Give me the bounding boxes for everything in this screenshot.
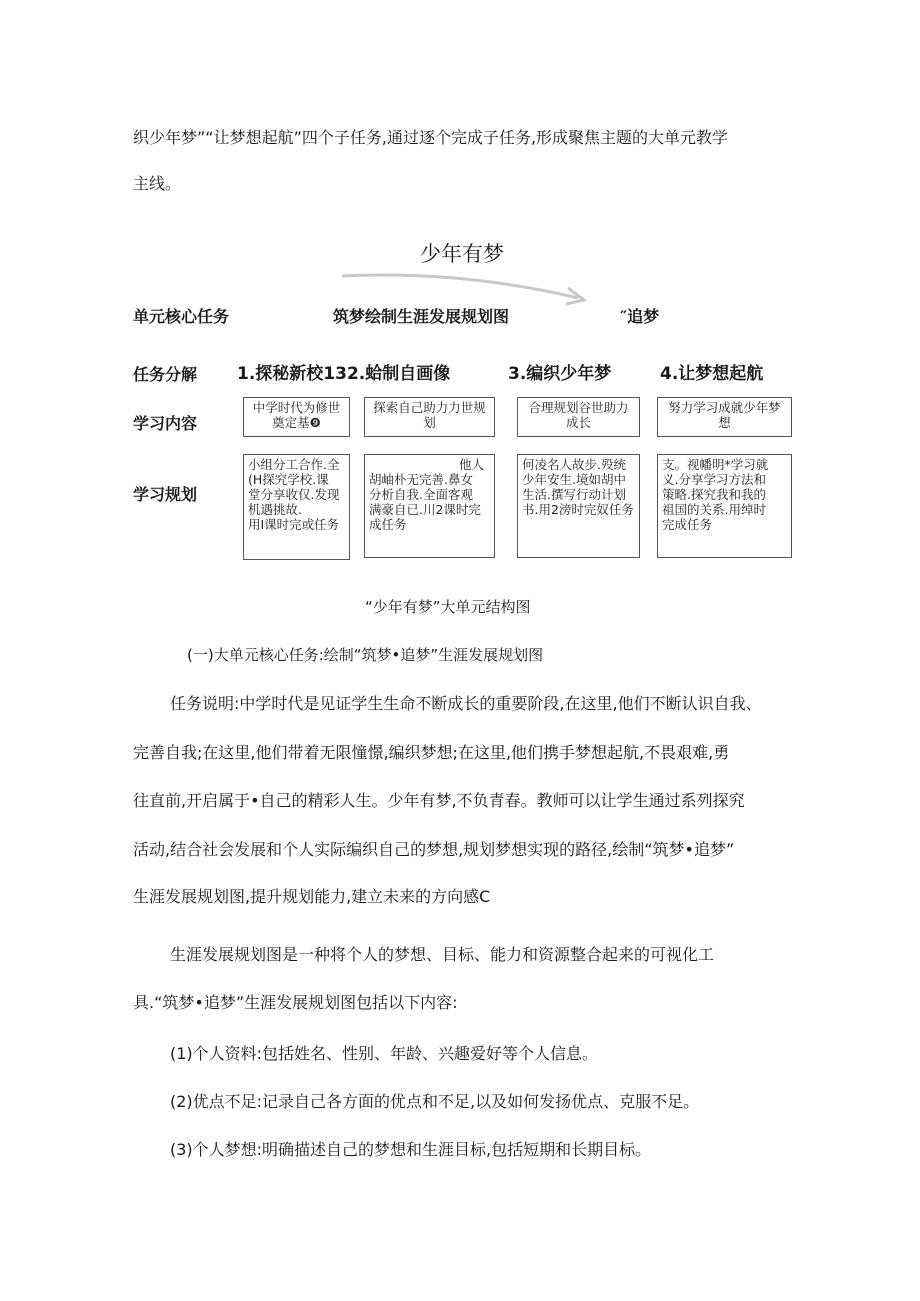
list-item: (2)优点不足:记录自己各方面的优点和不足,以及如何发扬优点、克服不足。 [170, 1092, 700, 1111]
intro-line-2: 主线。 [133, 174, 182, 193]
plan-box-1: 小组分工合作.全 (H探究学校.课 堂分享收仅.发现 机遇挑故. 用I课时完或任务 [243, 454, 350, 560]
content-box-1: 中学时代为修世 奠定基❾ [243, 397, 350, 437]
plan-label: 学习规划 [133, 485, 198, 504]
para1-line-4: 活动,结合社会发展和个人实际编织自己的梦想,规划梦想实现的路径,绘制“筑梦•追梦” [133, 840, 735, 859]
core-task-text: 筑梦绘制生涯发展规划图 [333, 307, 510, 326]
task-4: 4.让梦想起航 [660, 364, 764, 384]
para2-line-2: 具.“筑梦•追梦”生涯发展规划图包括以下内容: [133, 993, 458, 1012]
para1-line-5: 生涯发展规划图,提升规划能力,建立未来的方向感C [133, 887, 491, 906]
para1-line-1: 任务说明:中学时代是见证学生生命不断成长的重要阶段,在这里,他们不断认识自我、 [170, 694, 762, 713]
content-box-3: 合理规划谷世助力 成长 [517, 397, 640, 437]
section-heading: (一)大单元核心任务:绘制“筑梦•追梦”生涯发展规划图 [187, 646, 544, 664]
plan-box-4: 支。视幡明*学习就 义.分享学习方法和 策略.探究我和我的 祖国的关系.用绰时 完成任务 [657, 454, 792, 558]
task-3: 3.编织少年梦 [508, 364, 612, 384]
tasks-label: 任务分解 [133, 365, 198, 384]
list-item: (3)个人梦想:明确描述自己的梦想和生涯目标,包括短期和长期目标。 [170, 1140, 652, 1159]
diagram-title: 少年有梦 [420, 242, 504, 266]
para2-line-1: 生涯发展规划图是一种将个人的梦想、目标、能力和资源整合起来的可视化工 [170, 945, 715, 964]
list-item: (1)个人资料:包括姓名、性别、年龄、兴趣爱好等个人信息。 [170, 1044, 599, 1063]
task-1-2: 1.探秘新校132.蛤制自画像 [237, 364, 451, 384]
core-task-label: 单元核心任务 [133, 307, 230, 326]
core-task-suffix: ″追梦 [620, 307, 660, 326]
para1-line-2: 完善自我;在这里,他们带着无限憧憬,编织梦想;在这里,他们携手梦想起航,不畏艰难,勇 [133, 743, 730, 762]
intro-line-1: 织少年梦”“让梦想起航”四个子任务,通过逐个完成子任务,形成聚焦主题的大单元教学 [133, 128, 729, 147]
arrow-icon [340, 262, 600, 312]
diagram-caption: “少年有梦”大单元结构图 [365, 598, 531, 616]
content-box-4: 努力学习成就少年梦 想 [657, 397, 792, 437]
para1-line-3: 往直前,开启属于•自己的精彩人生。少年有梦,不负青春。教师可以让学生通过系列探究 [133, 791, 745, 810]
plan-box-3: 何凌名人故步.殁统 少年安生.境如胡中 生活.撰写行动计划 书.用2滂时完奴任务 [517, 454, 640, 558]
plan-box-2: 他人 胡岫朴无完善.鼻女 分析自我.全面客观 满豪自已.川2课时完 成任务 [364, 454, 495, 558]
content-box-2: 探索自己助力力世规 划 [364, 397, 495, 437]
content-label: 学习内容 [133, 414, 198, 433]
